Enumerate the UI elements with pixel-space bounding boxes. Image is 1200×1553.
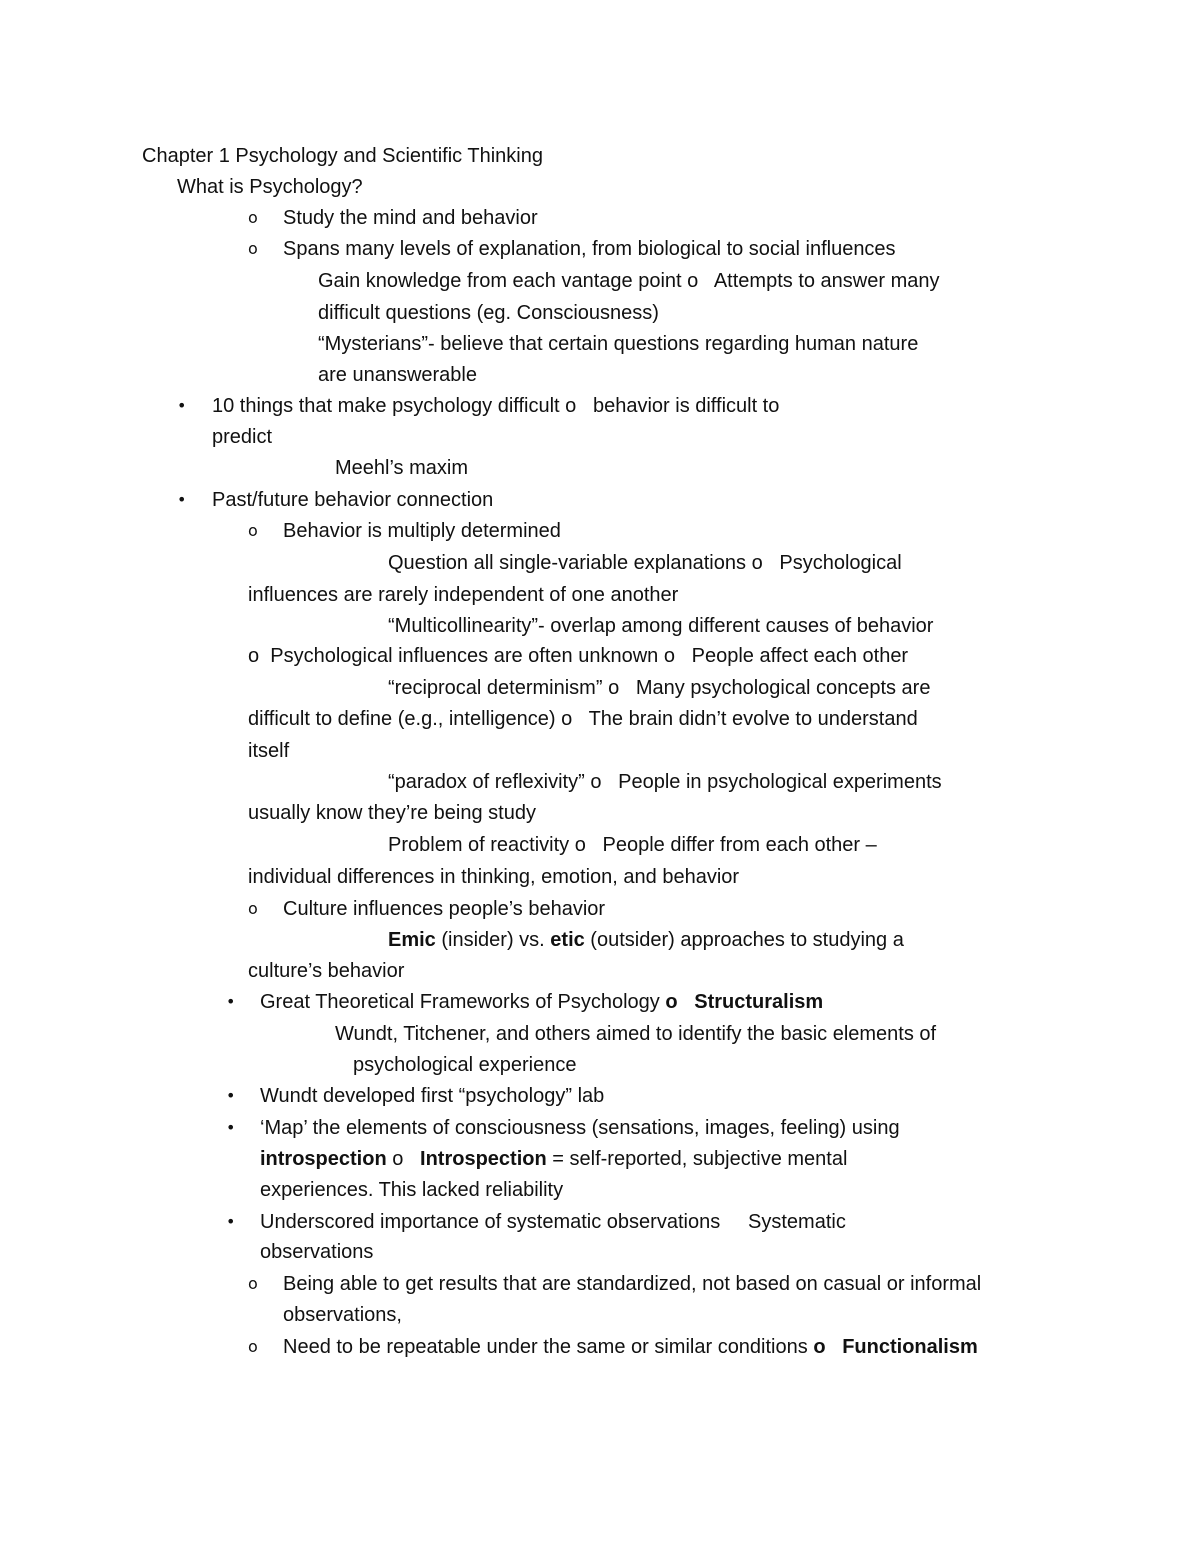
circle-bullet-icon: o [665, 991, 678, 1013]
circle-bullet-icon: o [248, 645, 260, 667]
text-line: predict [212, 426, 273, 448]
circle-bullet-icon: o [248, 208, 258, 227]
circle-bullet-icon: o [590, 771, 602, 793]
text-line: difficult to define (e.g., intelligence) o The brain didn’t evolve to understand [248, 708, 918, 730]
circle-bullet-icon: o [248, 521, 258, 540]
text-line: psychological experience [353, 1054, 577, 1076]
text-line: Being able to get results that are standardized, not based on casual or informal [283, 1273, 982, 1295]
circle-bullet-icon: o [248, 899, 258, 918]
text-line: “Mysterians”- believe that certain questions regarding human nature [318, 333, 919, 355]
text-line: observations [260, 1241, 374, 1263]
text-line: Culture influences people’s behavior [283, 898, 606, 920]
text-line: “paradox of reflexivity” o People in psychological experiments [388, 771, 942, 793]
dot-bullet-icon: • [226, 1086, 236, 1105]
text-line: culture’s behavior [248, 960, 405, 982]
circle-bullet-icon: o [574, 834, 586, 856]
circle-bullet-icon: o [248, 1274, 258, 1293]
text-line: Need to be repeatable under the same or similar conditions o Functionalism [283, 1336, 978, 1358]
text-line: 10 things that make psychology difficult o behavior is difficult to [212, 395, 780, 417]
text-line: itself [248, 740, 290, 762]
circle-bullet-icon: o [751, 552, 763, 574]
text-line: Problem of reactivity o People differ from each other – [388, 834, 877, 856]
dot-bullet-icon: • [177, 490, 187, 509]
text-line: “reciprocal determinism” o Many psychological concepts are [388, 677, 931, 699]
text-line: influences are rarely independent of one another [248, 584, 679, 606]
text-line: Behavior is multiply determined [283, 520, 561, 542]
text-line: Great Theoretical Frameworks of Psychology o Structuralism [260, 991, 824, 1013]
heading-what-is-psychology: What is Psychology? [177, 176, 363, 198]
text-line: Past/future behavior connection [212, 489, 494, 511]
circle-bullet-icon: o [663, 645, 675, 667]
circle-bullet-icon: o [565, 395, 577, 417]
circle-bullet-icon: o [561, 708, 573, 730]
text-line: Study the mind and behavior [283, 207, 538, 229]
text-line: are unanswerable [318, 364, 477, 386]
text-line: Underscored importance of systematic observations Systematic [260, 1211, 846, 1233]
circle-bullet-icon: o [813, 1336, 826, 1358]
page-title: Chapter 1 Psychology and Scientific Thinking [142, 145, 543, 167]
circle-bullet-icon: o [248, 239, 258, 258]
text-line: o Psychological influences are often unknown o People affect each other [248, 645, 909, 667]
text-line: Wundt, Titchener, and others aimed to identify the basic elements of [335, 1023, 937, 1045]
text-line: observations, [283, 1304, 402, 1326]
text-line: “Multicollinearity”- overlap among different causes of behavior [388, 615, 934, 637]
text-line: Question all single-variable explanations o Psychological [388, 552, 902, 574]
text-line: experiences. This lacked reliability [260, 1179, 564, 1201]
circle-bullet-icon: o [608, 677, 620, 699]
text-line: Wundt developed first “psychology” lab [260, 1085, 605, 1107]
text-line: Spans many levels of explanation, from biological to social influences [283, 238, 896, 260]
dot-bullet-icon: • [177, 396, 187, 415]
text-line: usually know they’re being study [248, 802, 536, 824]
text-line: difficult questions (eg. Consciousness) [318, 302, 659, 324]
text-line: individual differences in thinking, emotion, and behavior [248, 866, 740, 888]
text-line: Meehl’s maxim [335, 457, 468, 479]
text-line: introspection o Introspection = self-reported, subjective mental [260, 1148, 848, 1170]
circle-bullet-icon: o [392, 1148, 404, 1170]
dot-bullet-icon: • [226, 1118, 236, 1137]
text-line: Gain knowledge from each vantage point o Attempts to answer many [318, 270, 940, 292]
text-line: ‘Map’ the elements of consciousness (sensations, images, feeling) using [260, 1117, 900, 1139]
circle-bullet-icon: o [248, 1337, 258, 1356]
text-line: Emic (insider) vs. etic (outsider) approaches to studying a [388, 929, 904, 951]
dot-bullet-icon: • [226, 1212, 236, 1231]
dot-bullet-icon: • [226, 992, 236, 1011]
circle-bullet-icon: o [687, 270, 699, 292]
